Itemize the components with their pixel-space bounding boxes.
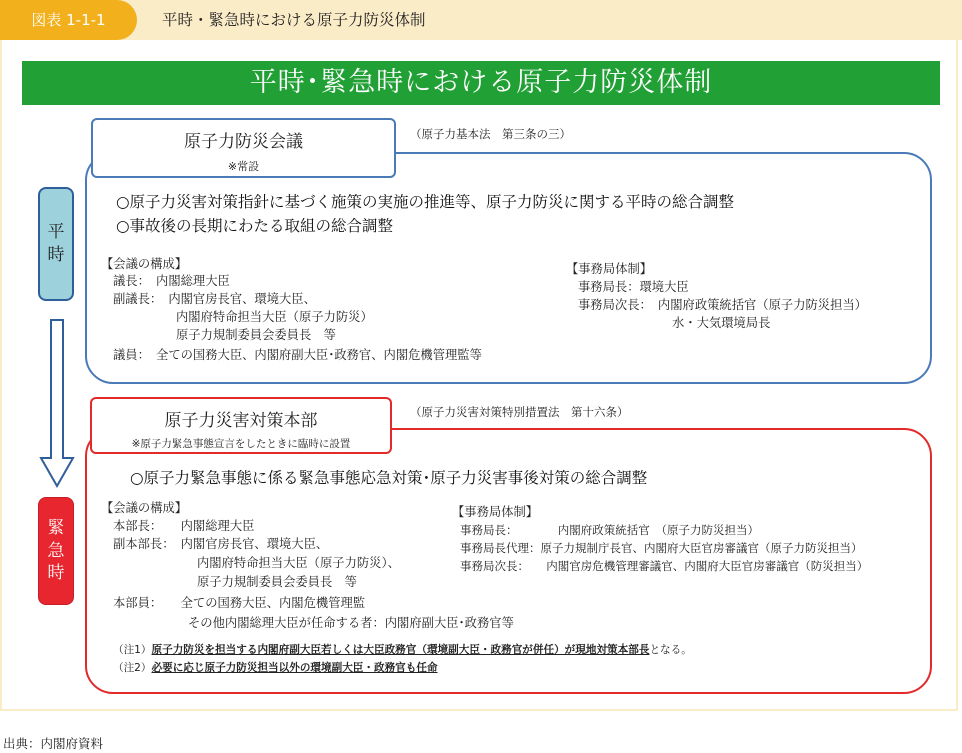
hq-law: （原子力災害対策特別措置法 第十六条） [410,405,629,419]
council-law: （原子力基本法 第三条の三） [410,127,571,141]
hq-title: 原子力災害対策本部 [164,411,318,431]
emergency-time-char: 時 [47,563,65,584]
hq-composition-line: その他内閣総理大臣が任命する者：内閣府副大臣･政務官等 [188,616,514,630]
source-credit: 出典：内閣府資料 [3,736,104,751]
down-arrow-icon [38,318,76,490]
hq-composition-heading: 【会議の構成】 [101,501,188,515]
normal-time-char: 時 [47,245,65,265]
hq-composition-line: 内閣府特命担当大臣（原子力防災）、 [197,556,400,570]
hq-secretariat-line: 事務局長： 内閣府政策統括官 （原子力防災担当） [460,523,759,537]
hq-duty: ○原子力緊急事態に係る緊急事態応急対策･原子力災害事後対策の総合調整 [130,469,648,487]
header-bar [0,0,962,40]
emergency-time-char: 緊 [47,517,65,538]
header-title: 平時・緊急時における原子力防災体制 [162,11,426,29]
hq-secretariat-line: 事務局次長： 内閣官房危機管理審議官、内閣府大臣官房審議官（防災担当） [460,559,869,573]
hq-title-tab [90,397,392,454]
hq-note-1-body: 原子力防災を担当する内閣府副大臣若しくは大臣政務官（環境副大臣・政務官が併任）が現地対策本部長 [151,644,650,656]
figure-label: 図表 1-1-1 [0,0,137,40]
council-secretariat-line: 事務局長：環境大臣 [578,280,689,294]
council-composition-line: 議員： 全ての国務大臣、内閣府副大臣･政務官、内閣危機管理監等 [113,348,482,362]
hq-note-2 [113,660,438,675]
council-composition-line: 原子力規制委員会委員長 等 [176,328,336,342]
council-composition-line: 内閣府特命担当大臣（原子力防災） [176,310,373,324]
hq-note: ※原子力緊急事態宣言をしたときに臨時に設置 [131,438,351,450]
council-note: ※常設 [227,160,260,173]
hq-secretariat-line: 事務局長代理：原子力規制庁長官、内閣府大臣官房審議官（原子力防災担当） [460,541,863,555]
hq-composition-line: 副本部長： 内閣官房長官、環境大臣、 [113,537,329,551]
council-secretariat-line: 水・大気環境局長 [672,316,771,330]
hq-composition-line: 本部長： 内閣総理大臣 [113,519,255,533]
hq-note-2-prefix: （注2） [113,662,152,674]
hq-note-2-body: 必要に応じ原子力防災担当以外の環境副大臣・政務官も任命 [151,662,438,674]
normal-time-label [38,187,74,301]
council-title-tab [91,118,396,178]
main-title: 平時･緊急時における原子力防災体制 [22,61,940,105]
emergency-time-char: 急 [47,540,65,561]
council-secretariat-line: 事務局次長： 内閣府政策統括官（原子力防災担当） [578,298,867,312]
emergency-time-label [38,497,74,605]
council-composition-heading: 【会議の構成】 [101,257,188,271]
council-duty: ○原子力災害対策指針に基づく施策の実施の推進等、原子力防災に関する平時の総合調整 [116,193,735,211]
council-composition-line: 副議長： 内閣官房長官、環境大臣、 [113,292,316,306]
council-title: 原子力防災会議 [184,132,303,152]
hq-note-1-suffix: となる。 [649,644,692,656]
hq-note-1-prefix: （注1） [113,644,152,656]
normal-time-char: 平 [47,222,65,243]
hq-composition-line: 原子力規制委員会委員長 等 [197,575,357,589]
hq-note-1 [113,642,692,657]
hq-secretariat-heading: 【事務局体制】 [452,505,539,519]
council-secretariat-heading: 【事務局体制】 [566,262,653,276]
hq-composition-line: 本部員： 全ての国務大臣、内閣危機管理監 [113,596,366,610]
council-composition-line: 議長： 内閣総理大臣 [113,274,230,288]
council-duty: ○事故後の長期にわたる取組の総合調整 [116,217,394,235]
